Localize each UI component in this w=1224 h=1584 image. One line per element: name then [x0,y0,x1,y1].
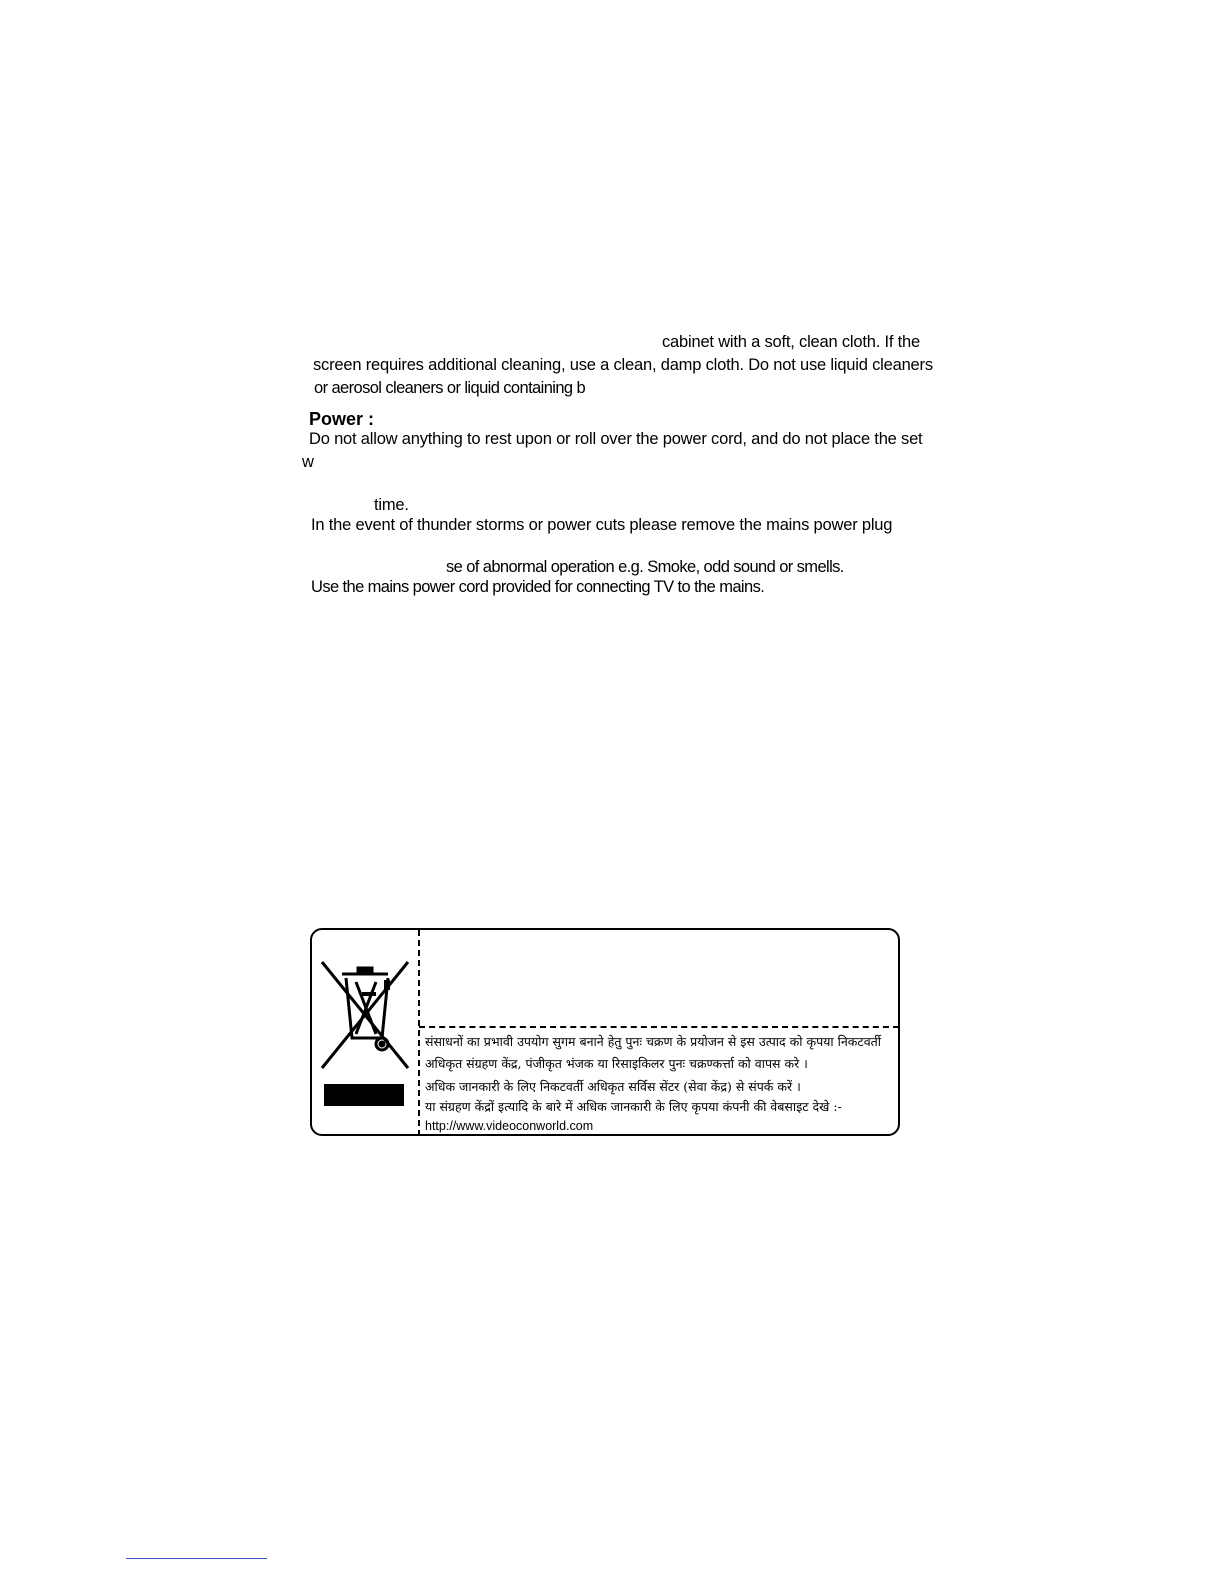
power-heading: Power : [309,409,375,429]
horizontal-dashed-divider [419,1026,899,1028]
power-text-line-3: time. [374,496,409,514]
power-text-line-5: se of abnormal operation e.g. Smoke, odd sound or smells. [446,558,844,576]
vertical-dashed-divider [418,930,420,1136]
hindi-text-line-2: अधिकृत संग्रहण केंद्र, पंजीकृत भंजक या रिसाइकिलर पुनः चक्रण्कर्त्ता को वापस करे । [425,1056,808,1071]
cleaning-text-line-1: cabinet with a soft, clean cloth. If the [662,333,920,351]
hindi-text-line-1: संसाधनों का प्रभावी उपयोग सुगम बनाने हेतु पुनः चक्रण के प्रयोजन से इस उत्पाद को कृपया निकटवर्ती [425,1034,882,1049]
power-text-line-1: Do not allow anything to rest upon or roll over the power cord, and do not place the set [309,430,923,448]
crossed-out-wheelie-bin-icon [318,958,412,1076]
hindi-text-line-4: या संग्रहण केंद्रों इत्यादि के बारे में अधिक जानकारी के लिए कृपया कंपनी की वेबसाइट देखे :- [425,1099,842,1114]
power-text-line-2: w [302,453,314,471]
company-website-link[interactable]: http://www.videoconworld.com [425,1119,594,1133]
weee-disposal-box [310,928,900,1136]
hindi-text-line-3: अधिक जानकारी के लिए निकटवर्ती अधिकृत सर्विस सेंटर (सेवा केंद्र) से संपर्क करें । [425,1079,801,1094]
footer-rule [126,1558,267,1559]
bin-underline-bar [324,1084,404,1106]
cleaning-text-line-2: screen requires additional cleaning, use a clean, damp cloth. Do not use liquid cleaners [313,356,933,374]
cleaning-text-line-3: or aerosol cleaners or liquid containing b [314,379,586,397]
power-text-line-4: In the event of thunder storms or power cuts please remove the mains power plug [311,516,893,534]
power-text-line-6: Use the mains power cord provided for connecting TV to the mains. [311,578,765,596]
